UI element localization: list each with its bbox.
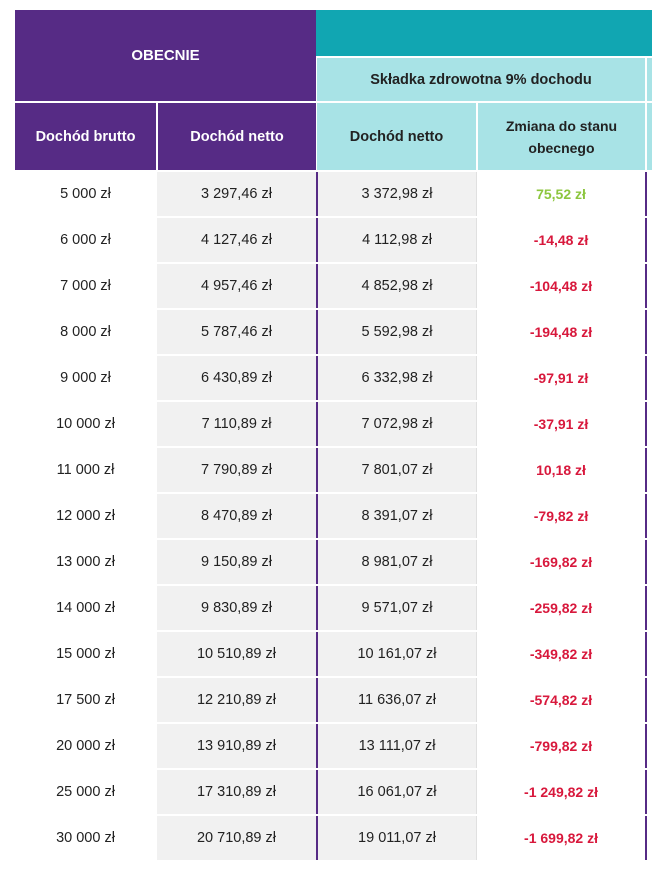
gross-cell: 15 000 zł <box>15 632 156 676</box>
column-header-change-line2: obecnego <box>528 139 595 156</box>
gross-cell: 9 000 zł <box>15 356 156 400</box>
gross-cell: 25 000 zł <box>15 770 156 814</box>
gross-cell: 6 000 zł <box>15 218 156 262</box>
gross-cell: 30 000 zł <box>15 816 156 860</box>
table-row <box>15 172 652 218</box>
next-scenario-edge-cell <box>645 172 652 216</box>
net-new-cell: 7 072,98 zł <box>316 402 476 446</box>
net-current-cell: 9 150,89 zł <box>156 540 316 584</box>
change-cell: -349,82 zł <box>476 632 645 676</box>
change-cell: -37,91 zł <box>476 402 645 446</box>
net-new-cell: 11 636,07 zł <box>316 678 476 722</box>
net-current-cell: 9 830,89 zł <box>156 586 316 630</box>
net-new-cell: 8 981,07 zł <box>316 540 476 584</box>
change-cell: -1 699,82 zł <box>476 816 645 860</box>
column-header-next-edge <box>645 101 652 170</box>
next-scenario-edge-cell <box>645 264 652 308</box>
next-scenario-edge-cell <box>645 356 652 400</box>
column-header-net-new <box>316 101 476 170</box>
header-current-group <box>15 10 316 101</box>
table-row <box>15 494 652 540</box>
next-scenario-edge-cell <box>645 724 652 768</box>
net-current-cell: 7 110,89 zł <box>156 402 316 446</box>
net-current-cell: 10 510,89 zł <box>156 632 316 676</box>
column-header-change-line1: Zmiana do stanu <box>505 117 618 134</box>
net-new-cell: 9 571,07 zł <box>316 586 476 630</box>
next-scenario-edge-cell <box>645 448 652 492</box>
change-cell: -799,82 zł <box>476 724 645 768</box>
change-cell: -97,91 zł <box>476 356 645 400</box>
net-current-cell: 6 430,89 zł <box>156 356 316 400</box>
gross-cell: 17 500 zł <box>15 678 156 722</box>
table-row <box>15 632 652 678</box>
gross-cell: 12 000 zł <box>15 494 156 538</box>
change-cell: -1 249,82 zł <box>476 770 645 814</box>
next-scenario-edge-cell <box>645 632 652 676</box>
net-current-cell: 3 297,46 zł <box>156 172 316 216</box>
change-cell: -14,48 zł <box>476 218 645 262</box>
column-header-change <box>476 101 645 170</box>
net-current-cell: 4 957,46 zł <box>156 264 316 308</box>
table-row <box>15 218 652 264</box>
header-scenario-label: Składka zdrowotna 9% dochodu <box>370 71 592 88</box>
column-header-change-text <box>506 115 617 159</box>
gross-cell: 7 000 zł <box>15 264 156 308</box>
table-row <box>15 448 652 494</box>
next-scenario-edge-cell <box>645 770 652 814</box>
net-new-cell: 4 852,98 zł <box>316 264 476 308</box>
net-new-cell: 6 332,98 zł <box>316 356 476 400</box>
change-cell: -194,48 zł <box>476 310 645 354</box>
net-current-cell: 5 787,46 zł <box>156 310 316 354</box>
next-scenario-edge-cell <box>645 678 652 722</box>
gross-cell: 8 000 zł <box>15 310 156 354</box>
next-scenario-edge-cell <box>645 218 652 262</box>
net-current-cell: 8 470,89 zł <box>156 494 316 538</box>
next-scenario-edge-cell <box>645 494 652 538</box>
table-row <box>15 586 652 632</box>
change-cell: -169,82 zł <box>476 540 645 584</box>
net-new-cell: 5 592,98 zł <box>316 310 476 354</box>
gross-cell: 10 000 zł <box>15 402 156 446</box>
net-current-cell: 13 910,89 zł <box>156 724 316 768</box>
column-header-net-current <box>156 101 316 170</box>
header-scenario-group <box>316 56 645 101</box>
column-header-net-new-label: Dochód netto <box>349 128 444 145</box>
gross-cell: 20 000 zł <box>15 724 156 768</box>
next-scenario-edge-cell <box>645 540 652 584</box>
table-body <box>15 172 652 862</box>
header-next-scenario-edge <box>645 56 652 101</box>
change-cell: 10,18 zł <box>476 448 645 492</box>
table-row <box>15 310 652 356</box>
gross-cell: 11 000 zł <box>15 448 156 492</box>
gross-cell: 14 000 zł <box>15 586 156 630</box>
table-row <box>15 356 652 402</box>
table-row <box>15 678 652 724</box>
table-row <box>15 770 652 816</box>
change-cell: -104,48 zł <box>476 264 645 308</box>
net-new-cell: 4 112,98 zł <box>316 218 476 262</box>
table-row <box>15 540 652 586</box>
next-scenario-edge-cell <box>645 310 652 354</box>
column-header-net-current-label: Dochód netto <box>190 128 284 145</box>
net-new-cell: 10 161,07 zł <box>316 632 476 676</box>
net-current-cell: 7 790,89 zł <box>156 448 316 492</box>
net-new-cell: 8 391,07 zł <box>316 494 476 538</box>
next-scenario-edge-cell <box>645 586 652 630</box>
table-row <box>15 816 652 862</box>
net-current-cell: 17 310,89 zł <box>156 770 316 814</box>
column-header-gross <box>15 101 156 170</box>
change-cell: -259,82 zł <box>476 586 645 630</box>
column-header-gross-label: Dochód brutto <box>35 128 136 145</box>
table-row <box>15 724 652 770</box>
net-new-cell: 16 061,07 zł <box>316 770 476 814</box>
table-row <box>15 402 652 448</box>
next-scenario-edge-cell <box>645 816 652 860</box>
change-cell: -79,82 zł <box>476 494 645 538</box>
net-new-cell: 7 801,07 zł <box>316 448 476 492</box>
table-row <box>15 264 652 310</box>
net-new-cell: 3 372,98 zł <box>316 172 476 216</box>
header-current-label: OBECNIE <box>131 47 200 64</box>
net-current-cell: 4 127,46 zł <box>156 218 316 262</box>
gross-cell: 5 000 zł <box>15 172 156 216</box>
net-new-cell: 19 011,07 zł <box>316 816 476 860</box>
change-cell: -574,82 zł <box>476 678 645 722</box>
next-scenario-edge-cell <box>645 402 652 446</box>
net-new-cell: 13 111,07 zł <box>316 724 476 768</box>
gross-cell: 13 000 zł <box>15 540 156 584</box>
header-scenario-band <box>316 10 652 56</box>
change-cell: 75,52 zł <box>476 172 645 216</box>
net-current-cell: 20 710,89 zł <box>156 816 316 860</box>
net-current-cell: 12 210,89 zł <box>156 678 316 722</box>
